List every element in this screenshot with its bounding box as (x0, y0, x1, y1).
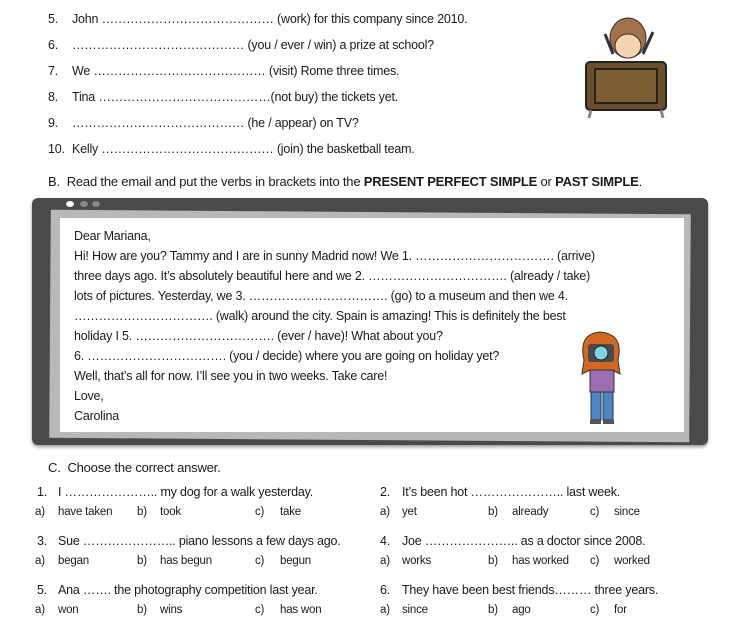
answer-option-a[interactable]: won (58, 604, 79, 616)
question-number: 5. (37, 583, 48, 597)
question-number: 6. (380, 583, 391, 597)
answer-option-b[interactable]: has worked (512, 555, 569, 567)
window-dot-icon (66, 201, 74, 207)
option-label: b) (488, 555, 498, 567)
question-number: 2. (380, 485, 391, 499)
email-line: Carolina (74, 409, 119, 423)
email-line: 6. ……………………………. (you / decide) where you are going on holiday yet? (74, 349, 500, 363)
answer-option-b[interactable]: took (160, 506, 181, 518)
option-label: c) (255, 506, 265, 518)
question-text: I ………………….. my dog for a walk yesterday. (58, 485, 314, 499)
fill-in-sentence: John …………………………………… (work) for this company since 2010. (72, 12, 468, 26)
email-line: Hi! How are you? Tammy and I are in sunny Madrid now! We 1. ……………………………. (arrive) (74, 249, 595, 263)
answer-option-b[interactable]: ago (512, 604, 531, 616)
answer-option-a[interactable]: yet (402, 506, 417, 518)
question-text: Sue ………………….. piano lessons a few days ago. (58, 534, 341, 548)
fill-in-sentence: Kelly …………………………………… (join) the basketball team. (72, 142, 415, 156)
answer-option-b[interactable]: already (512, 506, 549, 518)
option-label: b) (137, 506, 147, 518)
boy-tv-illustration (583, 14, 669, 118)
question-text: They have been best friends……… three years. (402, 583, 659, 597)
option-label: a) (35, 604, 45, 616)
option-label: c) (590, 555, 600, 567)
email-line: Love, (74, 389, 104, 403)
email-line: three days ago. It’s absolutely beautiful here and we 2. ……………………………. (already / take) (74, 269, 591, 283)
answer-option-c[interactable]: begun (280, 555, 311, 567)
option-label: b) (137, 555, 147, 567)
option-label: b) (488, 604, 498, 616)
answer-option-b[interactable]: wins (160, 604, 183, 616)
email-line: ……………………………. (walk) around the city. Spain is amazing! This is definitely the best (74, 309, 566, 323)
question-number: 1. (37, 485, 48, 499)
fill-in-sentence: Tina ……………………………………(not buy) the tickets yet. (72, 90, 399, 104)
email-line: Well, that’s all for now. I’ll see you in two weeks. Take care! (74, 369, 388, 383)
answer-option-b[interactable]: has begun (160, 555, 212, 567)
section-c-title: C. Choose the correct answer. (48, 460, 221, 475)
item-number: 7. (48, 64, 59, 78)
item-number: 8. (48, 90, 59, 104)
fill-in-sentence: …………………………………… (he / appear) on TV? (72, 116, 359, 130)
option-label: a) (35, 506, 45, 518)
option-label: c) (590, 506, 600, 518)
answer-option-a[interactable]: have taken (58, 506, 113, 518)
question-text: Ana ……. the photography competition last year. (58, 583, 318, 597)
answer-option-a[interactable]: works (402, 555, 432, 567)
window-dot-icon (80, 201, 88, 207)
option-label: a) (380, 604, 390, 616)
option-label: c) (255, 604, 265, 616)
question-text: Joe ………………….. as a doctor since 2008. (402, 534, 646, 548)
item-number: 6. (48, 38, 59, 52)
answer-option-c[interactable]: for (614, 604, 627, 616)
question-text: It’s been hot ………………….. last week. (402, 485, 621, 499)
answer-option-c[interactable]: since (614, 506, 640, 518)
email-line: lots of pictures. Yesterday, we 3. ……………………………. (go) to a museum and then we 4. (74, 289, 568, 303)
answer-option-c[interactable]: take (280, 506, 301, 518)
option-label: a) (380, 506, 390, 518)
answer-option-c[interactable]: worked (614, 555, 650, 567)
email-line: Dear Mariana, (74, 229, 151, 243)
question-number: 3. (37, 534, 48, 548)
question-number: 4. (380, 534, 391, 548)
section-b-instruction: B. Read the email and put the verbs in brackets into the PRESENT PERFECT SIMPLE or PAST SIMPLE. (48, 174, 642, 189)
item-number: 10. (48, 142, 65, 156)
option-label: c) (590, 604, 600, 616)
fill-in-sentence: We …………………………………… (visit) Rome three times. (72, 64, 400, 78)
window-dot-icon (92, 201, 100, 207)
item-number: 5. (48, 12, 59, 26)
girl-camera-illustration (572, 330, 630, 426)
fill-in-sentence: …………………………………… (you / ever / win) a prize at school? (72, 38, 434, 52)
option-label: c) (255, 555, 265, 567)
option-label: a) (380, 555, 390, 567)
answer-option-c[interactable]: has won (280, 604, 322, 616)
email-line: holiday I 5. ……………………………. (ever / have)! What about you? (74, 329, 443, 343)
item-number: 9. (48, 116, 59, 130)
option-label: a) (35, 555, 45, 567)
answer-option-a[interactable]: since (402, 604, 428, 616)
answer-option-a[interactable]: began (58, 555, 89, 567)
option-label: b) (137, 604, 147, 616)
option-label: b) (488, 506, 498, 518)
